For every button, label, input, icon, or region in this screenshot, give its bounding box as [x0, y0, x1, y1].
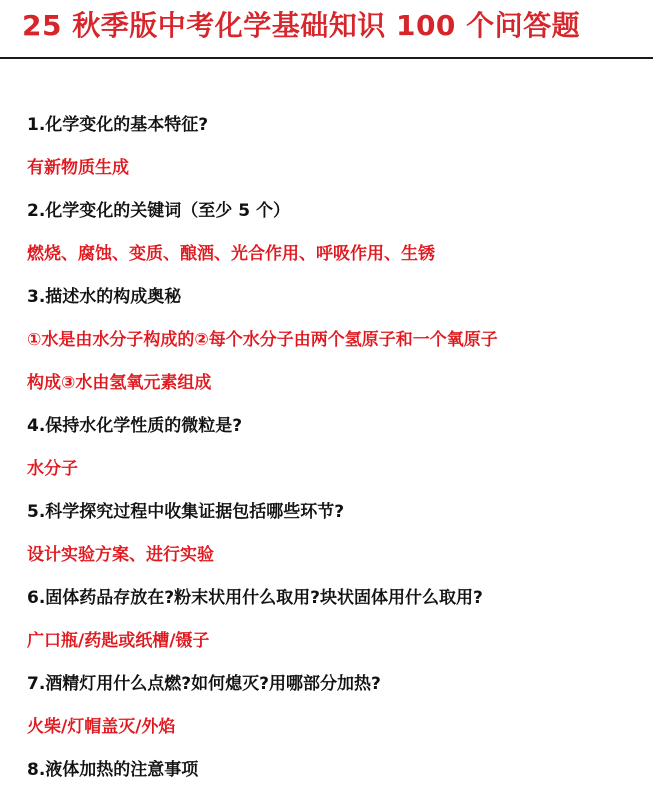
qa-list	[27, 109, 647, 797]
question-8: 8.液体加热的注意事项	[27, 760, 199, 780]
answer-5: 设计实验方案、进行实验	[27, 545, 214, 565]
answer-3-line-2: 构成③水由氢氧元素组成	[27, 373, 212, 393]
question-2: 2.化学变化的关键词（至少 5 个）	[27, 201, 290, 221]
question-6: 6.固体药品存放在?粉末状用什么取用?块状固体用什么取用?	[27, 588, 483, 608]
answer-2: 燃烧、腐蚀、变质、酿酒、光合作用、呼吸作用、生锈	[27, 244, 435, 264]
question-5: 5.科学探究过程中收集证据包括哪些环节?	[27, 502, 345, 522]
question-4: 4.保持水化学性质的微粒是?	[27, 416, 243, 436]
question-7: 7.酒精灯用什么点燃?如何熄灭?用哪部分加热?	[27, 674, 381, 694]
question-1: 1.化学变化的基本特征?	[27, 115, 209, 135]
answer-7: 火柴/灯帽盖灭/外焰	[27, 717, 176, 737]
answer-3-line-1: ①水是由水分子构成的②每个水分子由两个氢原子和一个氧原子	[27, 330, 498, 350]
answer-6: 广口瓶/药匙或纸槽/镊子	[27, 631, 210, 651]
title-divider	[0, 57, 653, 59]
answer-4: 水分子	[27, 459, 78, 479]
question-3: 3.描述水的构成奥秘	[27, 287, 182, 307]
answer-1: 有新物质生成	[27, 158, 129, 178]
page-title: 25 秋季版中考化学基础知识 100 个问答题	[22, 9, 581, 42]
